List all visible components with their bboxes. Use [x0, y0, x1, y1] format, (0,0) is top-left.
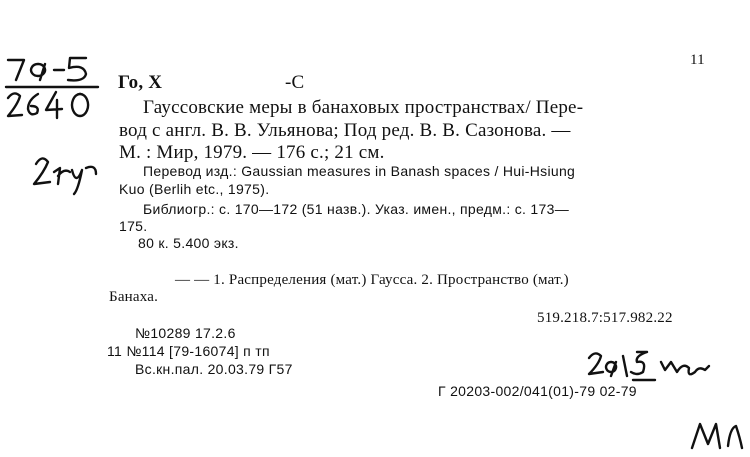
- author-name: Го, Х: [118, 72, 163, 93]
- handwritten-copies-note: [30, 150, 102, 196]
- handwritten-shelf-mark: [4, 54, 100, 124]
- book-chamber: Вс.кн.пал. 20.03.79 Г57: [135, 361, 293, 377]
- subjects-line-2: Банаха.: [109, 289, 159, 305]
- catalog-code: Г 20203-002/041(01)-79 02-79: [438, 383, 637, 399]
- translation-line-2: Kuo (Berlih etc., 1975).: [119, 181, 270, 197]
- handwritten-initials: [688, 418, 748, 452]
- card-number: 11: [690, 52, 705, 68]
- translation-line-1: Перевод изд.: Gaussian measures in Banash spaces / Hui-Hsiung: [143, 163, 576, 179]
- bibliography-line-1: Библиогр.: с. 170—172 (51 назв.). Указ. имен., предм.: с. 173—: [143, 201, 569, 217]
- title-line-2: вод с англ. В. В. Ульянова; Под ред. В. В. Сазонова. —: [119, 120, 571, 141]
- title-line-3: М. : Мир, 1979. — 176 с.; 21 см.: [119, 142, 385, 163]
- title-line-1: Гауссовские меры в банаховых пространствах/ Пере-: [143, 97, 584, 118]
- bibliography-line-2: 175.: [119, 218, 148, 234]
- price-run: 80 к. 5.400 экз.: [138, 235, 239, 251]
- order-number: №10289 17.2.6: [135, 325, 236, 341]
- handwritten-stamp-note: [585, 348, 713, 386]
- line-number: 11 №114 [79-16074] п тп: [107, 343, 270, 359]
- subjects-line-1: — — 1. Распределения (мат.) Гаусса. 2. Пространство (мат.): [175, 272, 569, 288]
- author-suffix: -С: [285, 72, 305, 93]
- udc-code: 519.218.7:517.982.22: [537, 310, 673, 326]
